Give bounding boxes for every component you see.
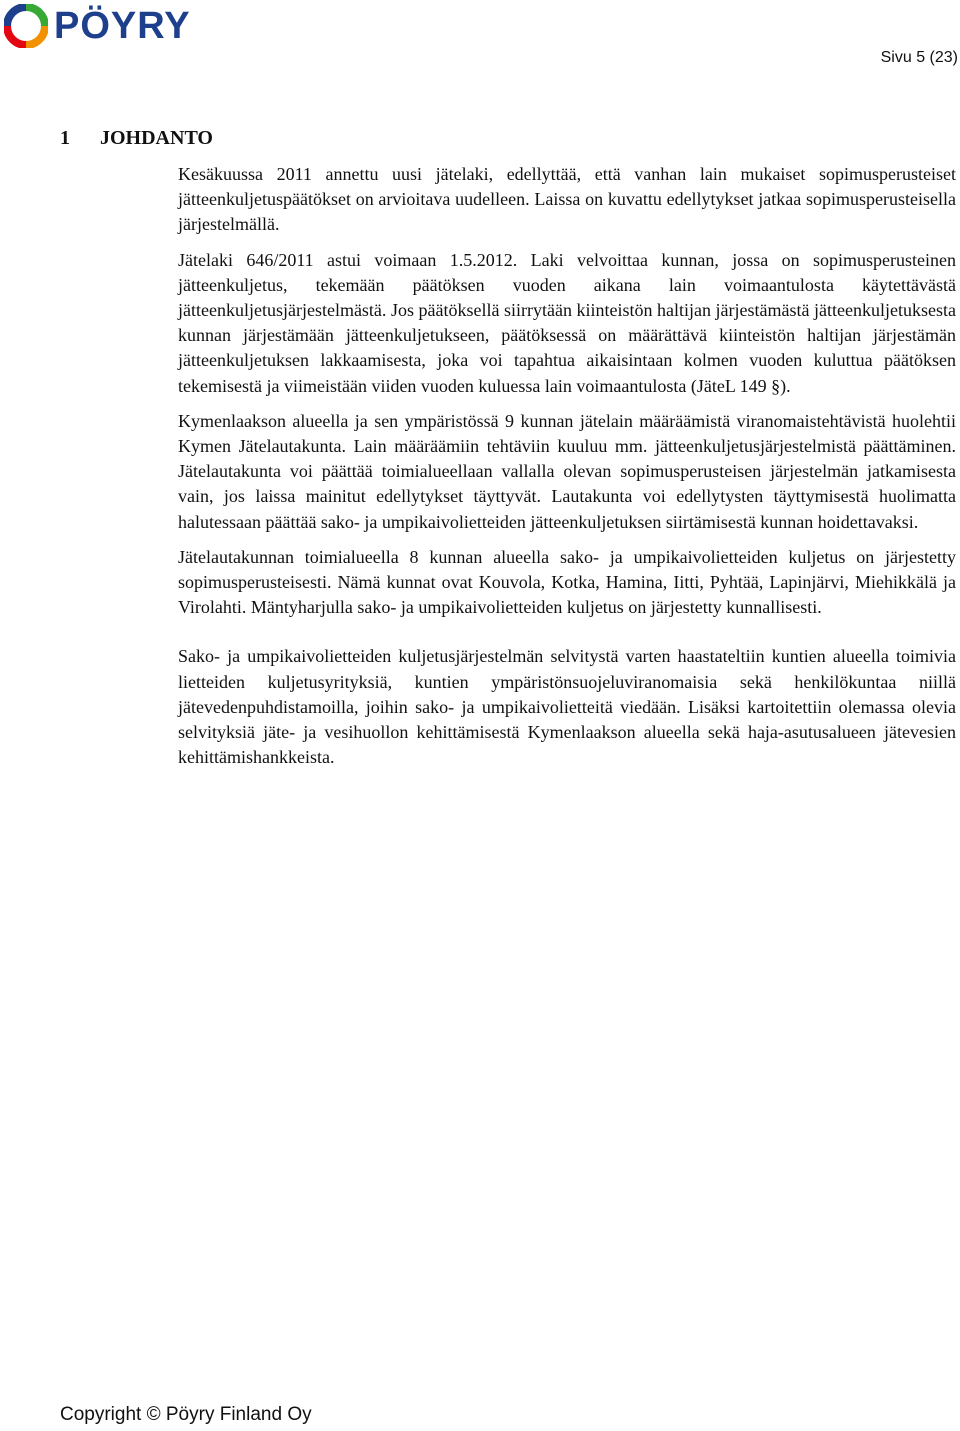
- page-number: Sivu 5 (23): [880, 49, 958, 66]
- section-title: JOHDANTO: [100, 127, 213, 149]
- paragraph-law-part-a: Jätelaki 646/2011 astui voimaan 1.5.2012.: [178, 249, 518, 270]
- logo-text: PÖYRY: [54, 5, 191, 47]
- paragraph-intro-text: Kesäkuussa 2011 annettu uusi jätelaki, edellyttää, että vanhan lain mukaiset sopimusperusteiset jätteenkuljetuspäätökset on arvioitava uudelleen. Laissa on kuvattu edellytykset jatkaa sopimusperusteisella järjestelmällä.: [178, 164, 956, 235]
- paragraph-law-part-b: Laki velvoittaa kunnan, jossa on sopimusperusteinen jätteenkuljetus, tekemään päätöksen vuoden aikana lain voimaantulosta käytettävästä jätteenkuljetusjärjestelmästä.: [178, 249, 956, 321]
- paragraph-law-part-c: Jos päätöksellä siirrytään kiinteistön haltijan järjestämästä jätteenkuljetuksesta kunnan järjestämään jätteenkuljetukseen, päätöksessä on määrättävä kiinteistön haltijan järjestämän jätteenkuljetuksen lakkaamisesta, joka voi tapahtua aikaisintaan kolmen vuoden kuluttua päätöksen tekemisestä ja viimeistään viiden vuoden kuluessa lain voimaantulosta (JäteL 149 §).: [178, 300, 956, 396]
- paragraph-municipalities: Jätelautakunnan toimialueella 8 kunnan alueella sako- ja umpikaivolietteiden kuljetus on järjestetty sopimusperusteisesti. Nämä kunnat ovat Kouvola, Kotka, Hamina, Iitti, Pyhtää, Lapinjärvi, Miehikkälä ja Virolahti. Mäntyharjulla sako- ja umpikaivolietteiden kuljetus on järjestetty kunnallisesti.: [178, 546, 956, 618]
- section-number: 1: [60, 127, 70, 149]
- poyry-ring-icon: [4, 4, 48, 48]
- footer-copyright: Copyright © Pöyry Finland Oy: [60, 1404, 312, 1425]
- paragraph-intro: [178, 162, 956, 238]
- poyry-logo: [4, 4, 191, 48]
- section-heading: [60, 127, 213, 150]
- paragraph-survey: Sako- ja umpikaivolietteiden kuljetusjärjestelmän selvitystä varten haastateltiin kuntien alueella toimivia lietteiden kuljetusyrityksiä, kuntien ympäristönsuojeluviranomaisia sekä henkilökuntaa niillä jätevedenpuhdistamoilla, joihin sako- ja umpikaivolietteitä viedään. Lisäksi kartoitettiin olemassa olevia selvityksiä jäte- ja vesihuollon kehittämisestä Kymenlaakson alueella sekä haja-asutusalueen jätevesien kehittämishankkeista.: [178, 646, 956, 768]
- paragraph-law: [178, 248, 956, 399]
- document-body: [178, 162, 956, 770]
- paragraph-kymenlaakso: Kymenlaakson alueella ja sen ympäristössä 9 kunnan jätelain määräämistä viranomaistehtävistä huolehtii Kymen Jätelautakunta. Lain määräämiin tehtäviin kuuluu mm. jätteenkuljetusjärjestelmistä päättäminen. Jätelautakunta voi päättää toimialueellaan vallalla olevan sopimusperusteisen järjestelmän jatkamisesta vain, jos laissa mainitut edellytykset täyttyvät. Lautakunta voi edellytysten täyttymisestä huolimatta halutessaan päättää sako- ja umpikaivolietteiden jätteenkuljetuksen siirtämisestä kunnan hoidettavaksi.: [178, 410, 956, 532]
